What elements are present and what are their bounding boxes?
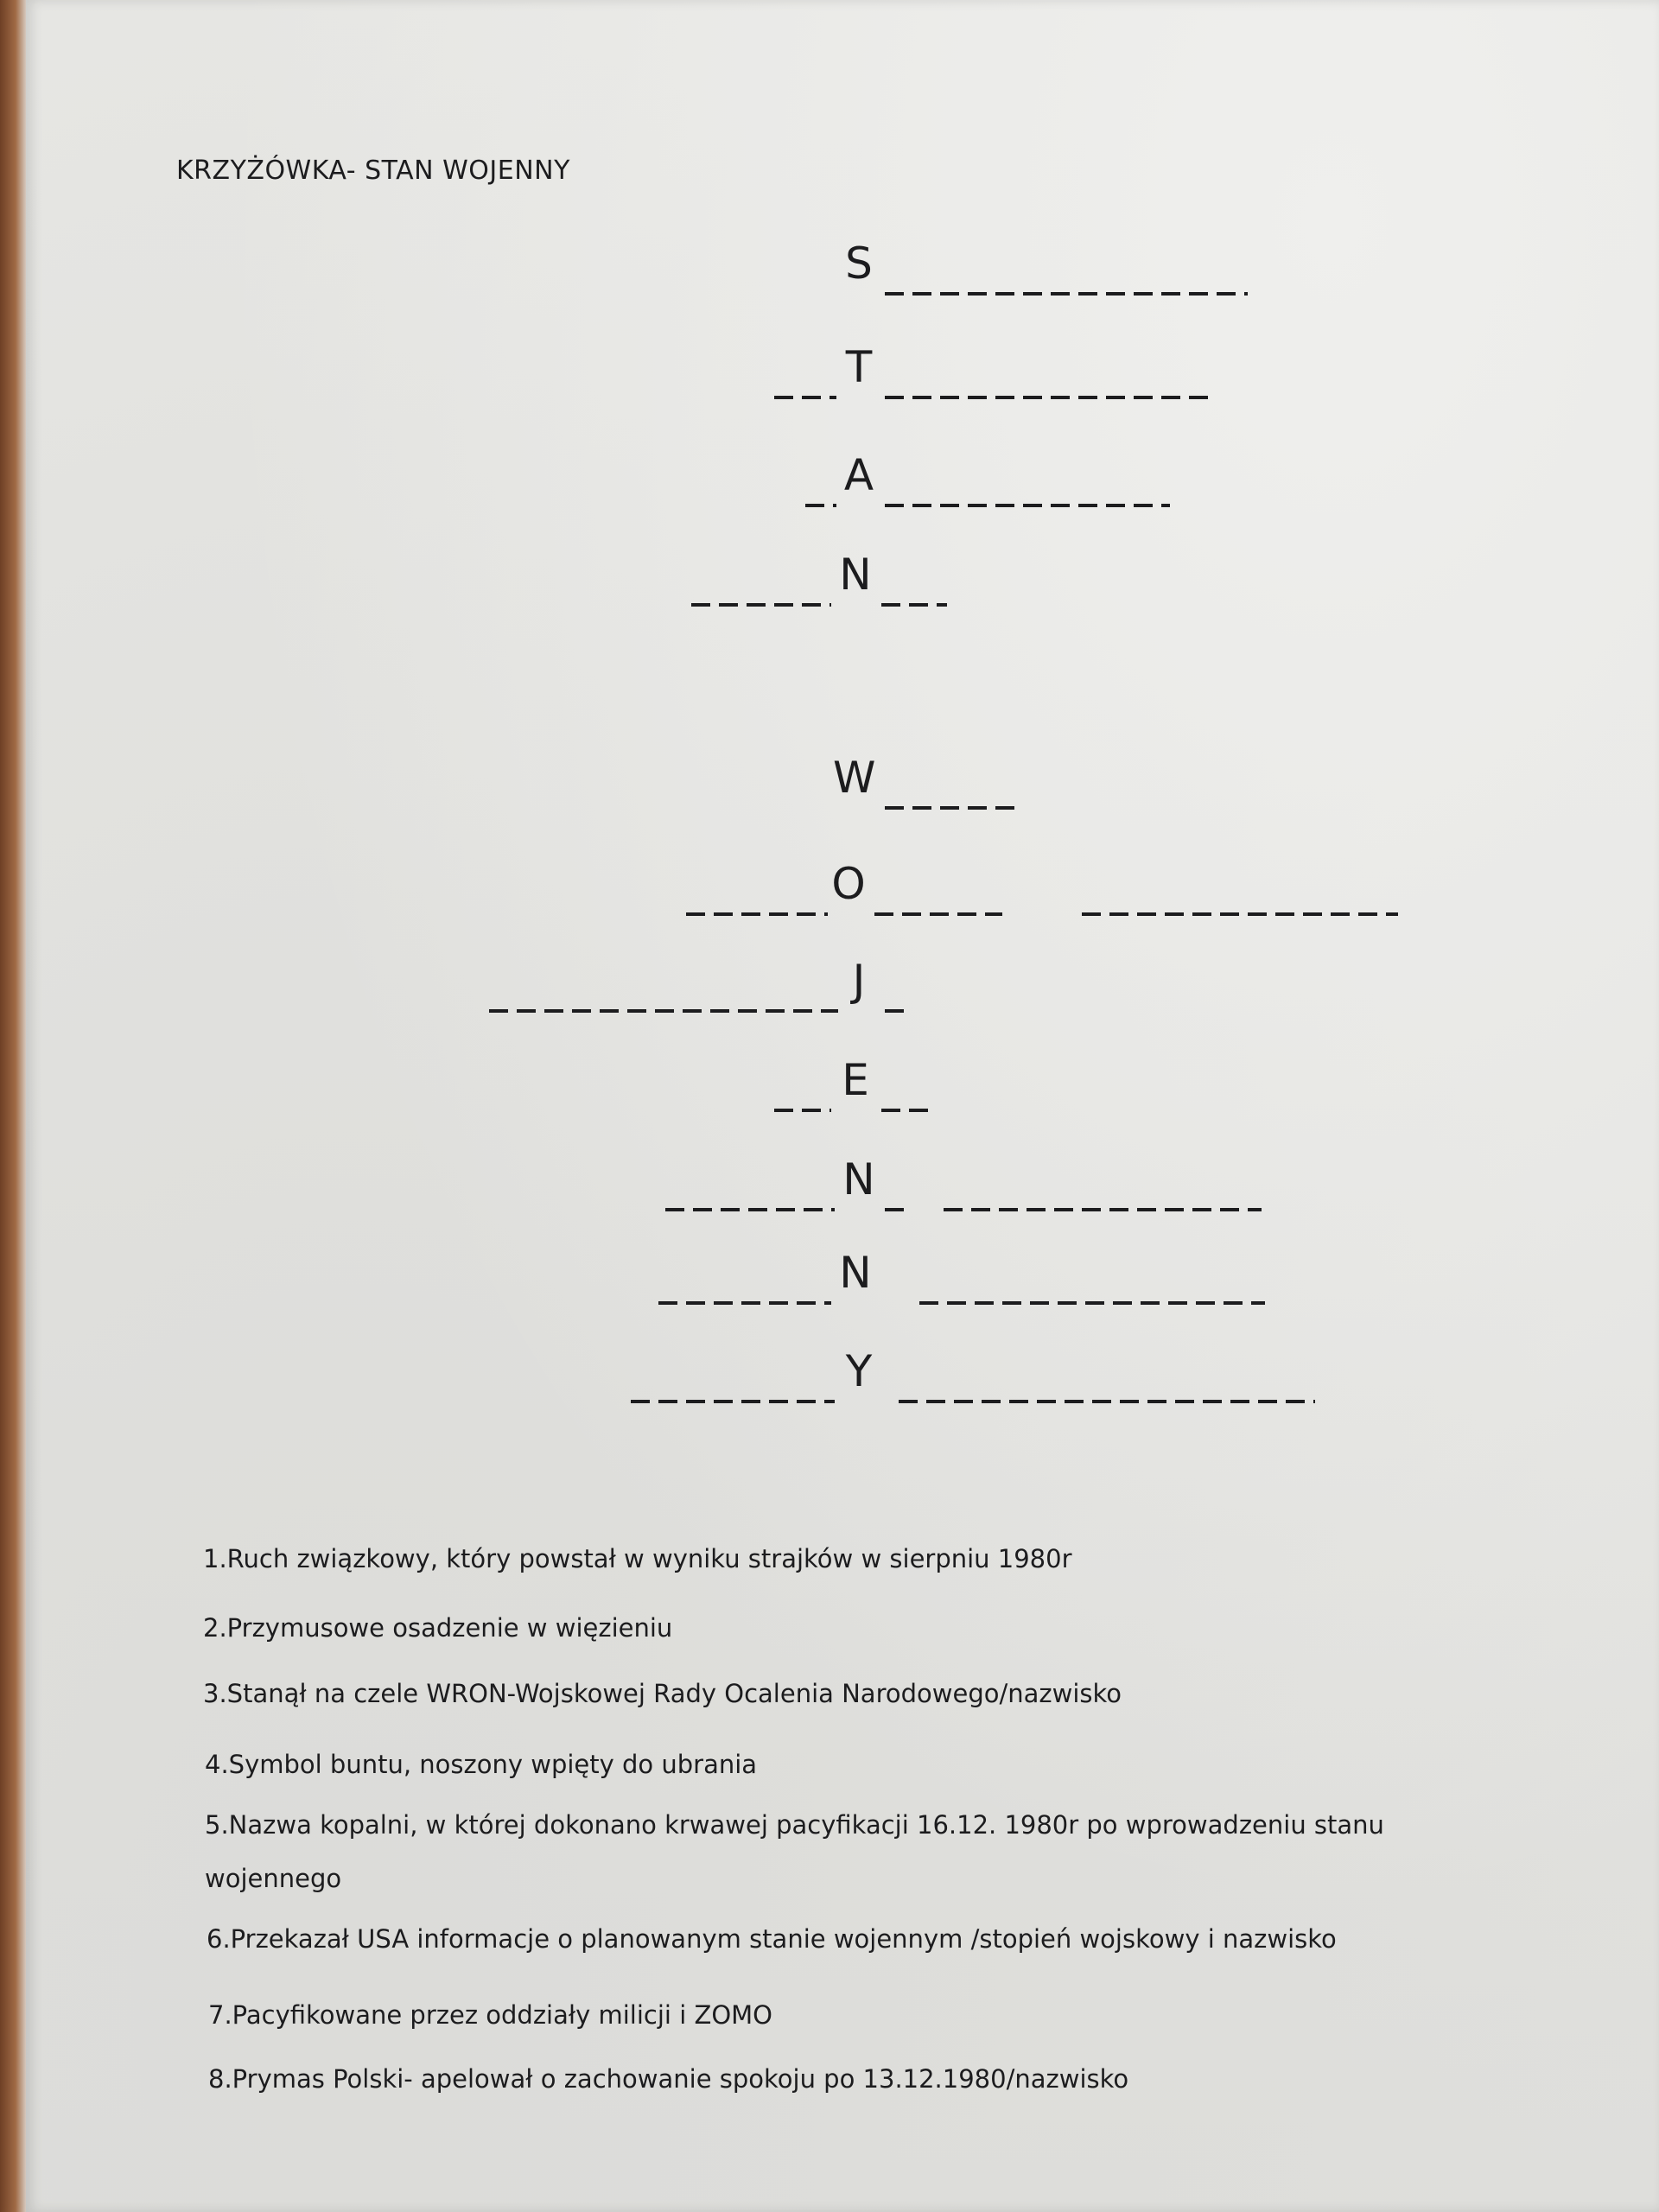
clue-item: 3.Stanął na czele WRON-Wojskowej Rady Ocalenia Narodowego/nazwisko bbox=[203, 1679, 1122, 1708]
clue-item: 7.Pacyfikowane przez oddziały milicji i ZOMO bbox=[208, 2000, 773, 2030]
crossword-row bbox=[26, 1055, 1659, 1128]
crossword-row bbox=[26, 450, 1659, 523]
crossword-key-letter: O bbox=[831, 859, 866, 909]
answer-blanks bbox=[774, 1109, 831, 1112]
crossword-key-letter: S bbox=[845, 238, 873, 289]
crossword-row bbox=[26, 1154, 1659, 1227]
crossword-row bbox=[26, 956, 1659, 1028]
crossword-key-letter: E bbox=[842, 1055, 869, 1105]
answer-blanks bbox=[1082, 912, 1398, 916]
answer-blanks bbox=[805, 504, 836, 507]
crossword-key-letter: Y bbox=[845, 1346, 873, 1396]
clue-item: 8.Prymas Polski- apelował o zachowanie spokoju po 13.12.1980/nazwisko bbox=[208, 2064, 1129, 2094]
crossword-row bbox=[26, 1248, 1659, 1320]
clue-item: 5.Nazwa kopalni, w której dokonano krwawej pacyfikacji 16.12. 1980r po wprowadzeniu stanu bbox=[205, 1810, 1384, 1840]
answer-blanks bbox=[885, 504, 1170, 507]
crossword-key-letter: J bbox=[852, 956, 866, 1006]
worksheet-title: KRZYŻÓWKA- STAN WOJENNY bbox=[176, 156, 570, 186]
answer-blanks bbox=[658, 1301, 831, 1305]
clue-item: 2.Przymusowe osadzenie w więzieniu bbox=[203, 1613, 673, 1643]
answer-blanks bbox=[489, 1009, 838, 1013]
crossword-row bbox=[26, 753, 1659, 825]
crossword-row bbox=[26, 238, 1659, 311]
answer-blanks bbox=[774, 396, 836, 399]
answer-blanks bbox=[885, 396, 1208, 399]
clue-item: 4.Symbol buntu, noszony wpięty do ubrania bbox=[205, 1750, 758, 1779]
crossword-row bbox=[26, 550, 1659, 622]
answer-blanks bbox=[631, 1400, 835, 1403]
answer-blanks bbox=[885, 1009, 907, 1013]
answer-blanks bbox=[885, 1208, 911, 1211]
answer-blanks bbox=[874, 912, 1002, 916]
clue-item-continuation: wojennego bbox=[205, 1864, 342, 1893]
paper-sheet bbox=[26, 0, 1659, 2212]
crossword-key-letter: T bbox=[845, 342, 873, 392]
crossword-key-letter: A bbox=[843, 450, 874, 500]
answer-blanks bbox=[885, 292, 1248, 296]
answer-blanks bbox=[881, 603, 947, 607]
crossword-row bbox=[26, 1346, 1659, 1419]
answer-blanks bbox=[885, 806, 1020, 810]
answer-blanks bbox=[919, 1301, 1265, 1305]
answer-blanks bbox=[944, 1208, 1262, 1211]
answer-blanks bbox=[691, 603, 831, 607]
clue-item: 1.Ruch związkowy, który powstał w wyniku strajków w sierpniu 1980r bbox=[203, 1544, 1072, 1573]
answer-blanks bbox=[899, 1400, 1315, 1403]
crossword-row bbox=[26, 342, 1659, 415]
crossword-key-letter: W bbox=[833, 753, 876, 803]
clue-item: 6.Przekazał USA informacje o planowanym stanie wojennym /stopień wojskowy i nazwisko bbox=[207, 1924, 1337, 1954]
crossword-row bbox=[26, 859, 1659, 931]
answer-blanks bbox=[665, 1208, 835, 1211]
answer-blanks bbox=[686, 912, 828, 916]
answer-blanks bbox=[881, 1109, 931, 1112]
crossword-key-letter: N bbox=[842, 1154, 875, 1205]
crossword-key-letter: N bbox=[839, 1248, 872, 1298]
crossword-key-letter: N bbox=[839, 550, 872, 600]
